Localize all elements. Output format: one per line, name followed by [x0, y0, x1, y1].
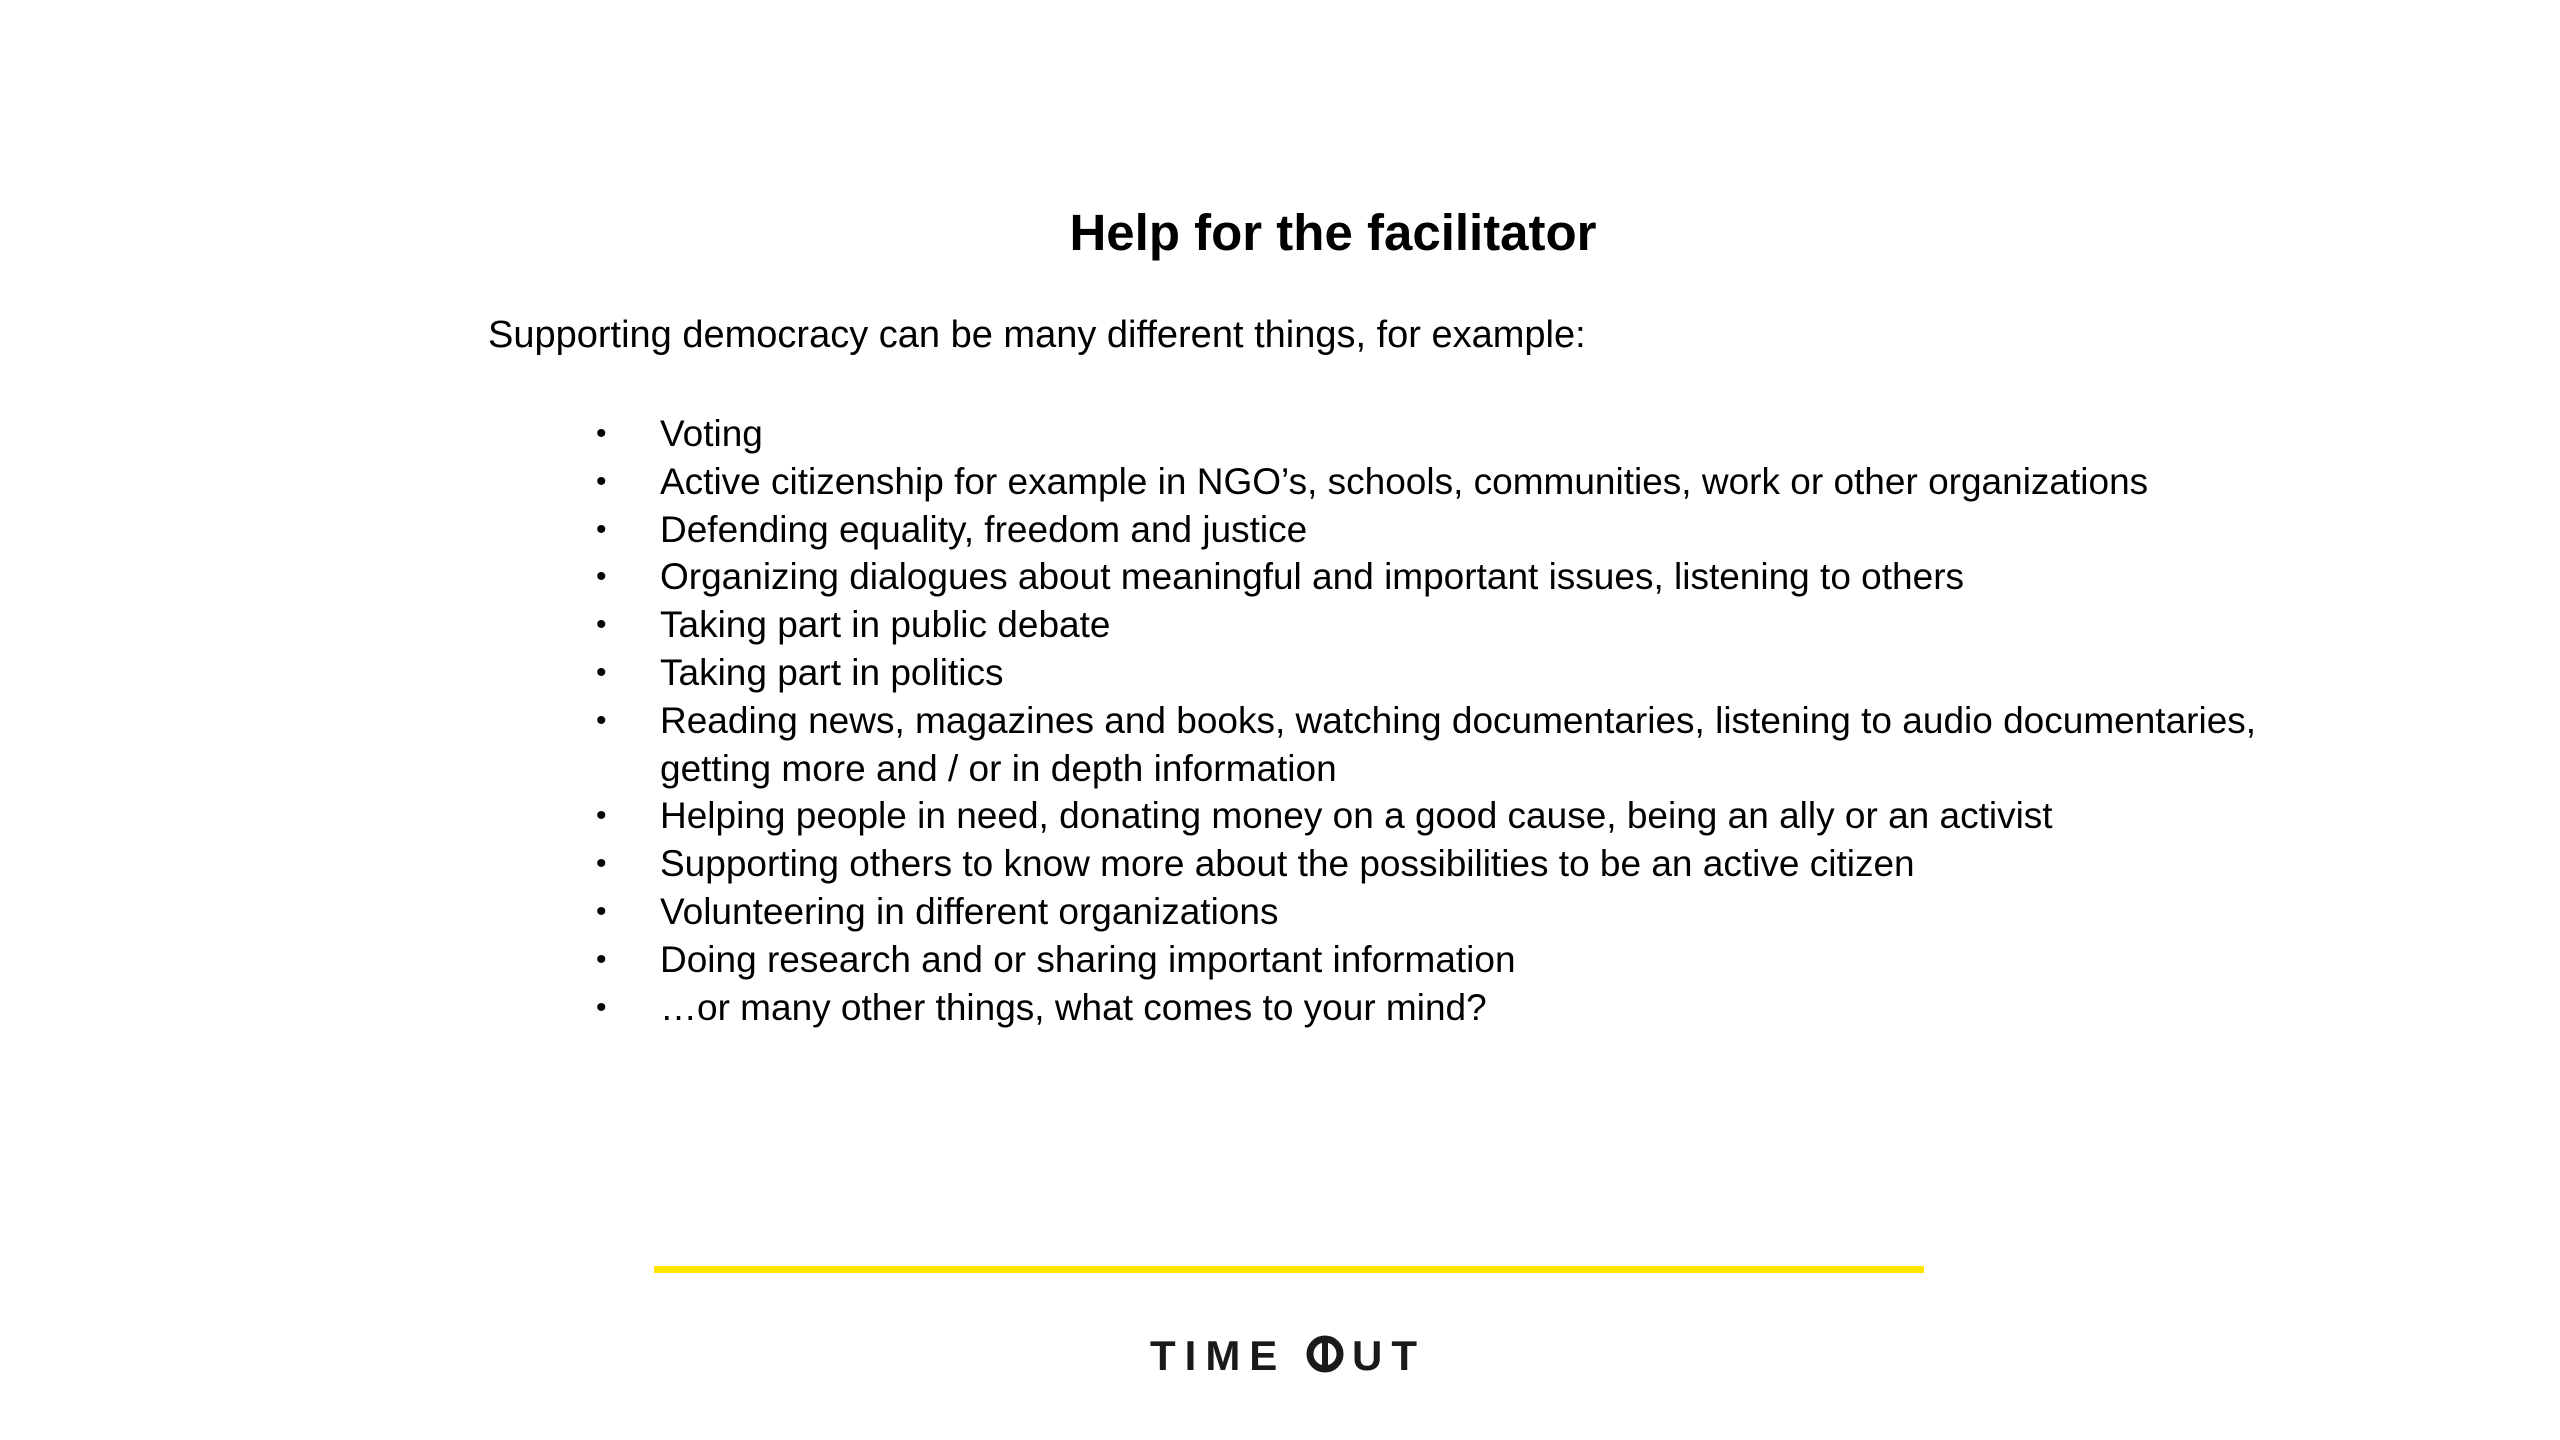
list-item-text: Voting [660, 413, 763, 454]
bullet-icon: • [596, 942, 607, 976]
bullet-icon: • [596, 894, 607, 928]
list-item [596, 410, 2316, 458]
list-item-text: Supporting others to know more about the possibilities to be an active citizen [660, 843, 1915, 885]
slide-title: Help for the facilitator [1069, 204, 1597, 261]
svg-text:UT: UT [1352, 1332, 1426, 1376]
timeout-logo-mark [1150, 1332, 1430, 1376]
bullet-icon: • [596, 512, 607, 546]
timeout-logo [1150, 1324, 1430, 1384]
list-item [596, 984, 2316, 1032]
list-item-text: Defending equality, freedom and justice [660, 508, 1308, 550]
list-item [596, 649, 2316, 697]
list-item [596, 553, 2316, 601]
list-item [596, 888, 2316, 936]
list-item-text: Taking part in politics [660, 651, 1004, 693]
list-item-text: Active citizenship for example in NGO’s, schools, communities, work or other organizations [660, 460, 2149, 502]
list-item-text: Taking part in public debate [660, 604, 1111, 646]
bullet-icon: • [596, 990, 607, 1024]
list-item [596, 840, 2316, 888]
list-item-text: Doing research and or sharing important information [660, 938, 1516, 980]
bullet-list [596, 410, 2316, 1031]
list-item [596, 792, 2316, 840]
list-item [596, 936, 2316, 984]
list-item-text: Organizing dialogues about meaningful and important issues, listening to others [660, 556, 1965, 598]
list-item-text: Reading news, magazines and books, watching documentaries, listening to audio documentaries, getting more and / or in depth information [660, 699, 2257, 789]
svg-text:TIME: TIME [1150, 1332, 1287, 1376]
list-item [596, 506, 2316, 554]
bullet-icon: • [596, 703, 607, 737]
bullet-icon: • [596, 847, 607, 881]
list-item [596, 601, 2316, 649]
bullet-icon: • [596, 560, 607, 594]
bullet-icon: • [596, 608, 607, 642]
bullet-icon: • [596, 464, 607, 498]
accent-divider [654, 1266, 1924, 1273]
list-item-text: Helping people in need, donating money on a good cause, being an ally or an activist [660, 795, 2053, 837]
list-item [596, 458, 2316, 506]
bullet-icon: • [596, 799, 607, 833]
intro-text: Supporting democracy can be many different things, for example: [488, 314, 1586, 356]
bullet-icon: • [596, 655, 607, 689]
list-item-text: …or many other things, what comes to your mind? [660, 986, 1487, 1028]
list-item-text: Volunteering in different organizations [660, 890, 1279, 932]
list-item [596, 697, 2316, 793]
bullet-icon: • [596, 417, 607, 450]
